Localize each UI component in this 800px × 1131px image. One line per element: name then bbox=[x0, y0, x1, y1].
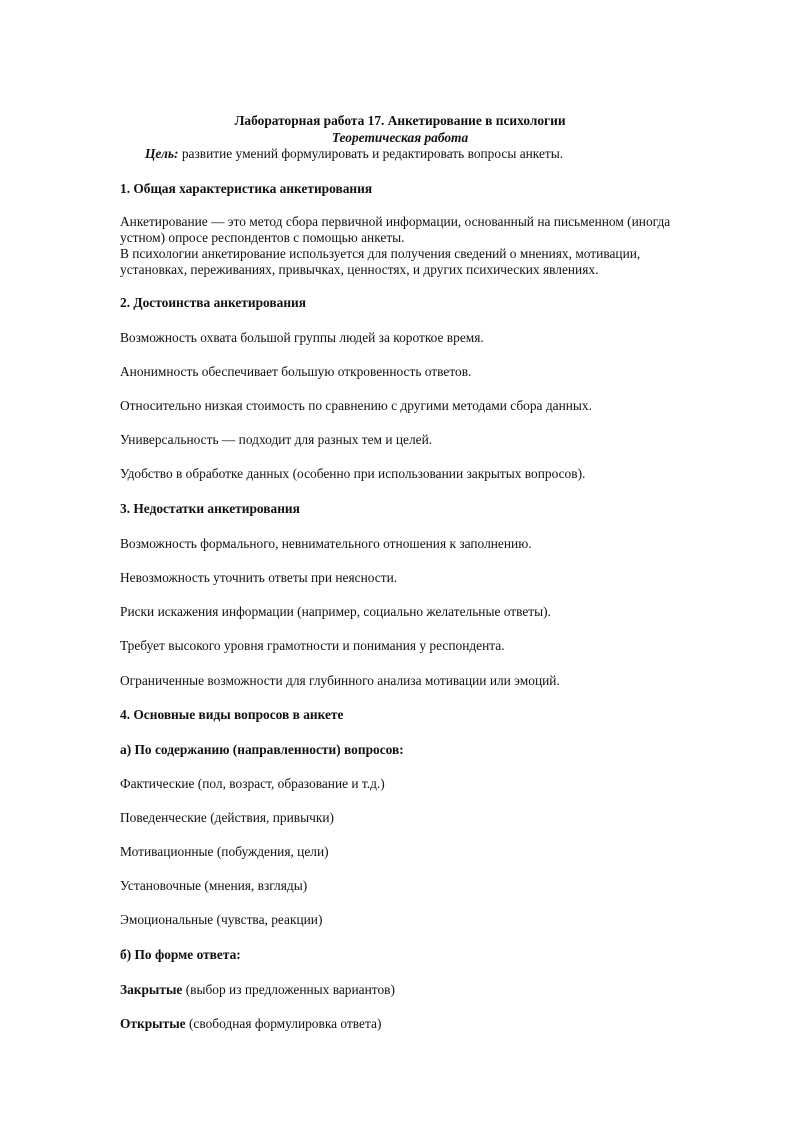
advantage-item: Относительно низкая стоимость по сравнению с другими методами сбора данных. bbox=[120, 398, 592, 413]
question-type-item: Мотивационные (побуждения, цели) bbox=[120, 844, 329, 859]
disadvantage-item: Ограниченные возможности для глубинного анализа мотивации или эмоций. bbox=[120, 673, 560, 688]
section-1-line: устном) опросе респондентов с помощью анкеты. bbox=[120, 230, 405, 245]
question-type-item: Поведенческие (действия, привычки) bbox=[120, 810, 334, 825]
answer-form-term: Закрытые bbox=[120, 982, 183, 997]
section-2-heading: 2. Достоинства анкетирования bbox=[120, 295, 307, 310]
section-4-heading: 4. Основные виды вопросов в анкете bbox=[120, 707, 344, 722]
advantage-item: Удобство в обработке данных (особенно при использовании закрытых вопросов). bbox=[120, 466, 586, 481]
section-1-line: установках, переживаниях, привычках, ценностях, и других психических явлениях. bbox=[120, 262, 599, 277]
section-1-line: Анкетирование — это метод сбора первичной информации, основанный на письменном (иногда bbox=[120, 214, 671, 229]
answer-form-term: Открытые bbox=[120, 1016, 186, 1031]
section-1-heading: 1. Общая характеристика анкетирования bbox=[120, 181, 373, 196]
goal-label: Цель: bbox=[145, 146, 179, 161]
answer-form-item bbox=[120, 982, 395, 998]
advantage-item: Возможность охвата большой группы людей за короткое время. bbox=[120, 330, 484, 345]
document-subtitle: Теоретическая работа bbox=[331, 130, 469, 145]
goal-text: развитие умений формулировать и редактировать вопросы анкеты. bbox=[178, 146, 564, 161]
section-3-heading: 3. Недостатки анкетирования bbox=[120, 501, 300, 516]
disadvantage-item: Невозможность уточнить ответы при неясности. bbox=[120, 570, 398, 585]
disadvantage-item: Риски искажения информации (например, социально желательные ответы). bbox=[120, 604, 551, 619]
answer-form-desc: (свободная формулировка ответа) bbox=[185, 1016, 382, 1031]
document-title: Лабораторная работа 17. Анкетирование в психологии bbox=[234, 113, 566, 128]
answer-form-desc: (выбор из предложенных вариантов) bbox=[182, 982, 395, 997]
disadvantage-item: Требует высокого уровня грамотности и понимания у респондента. bbox=[120, 638, 505, 653]
goal-line bbox=[145, 146, 563, 162]
section-1-line: В психологии анкетирование используется для получения сведений о мнениях, мотивации, bbox=[120, 246, 641, 261]
disadvantage-item: Возможность формального, невнимательного отношения к заполнению. bbox=[120, 536, 532, 551]
advantage-item: Универсальность — подходит для разных тем и целей. bbox=[120, 432, 433, 447]
question-type-item: Фактические (пол, возраст, образование и т.д.) bbox=[120, 776, 385, 791]
question-type-item: Установочные (мнения, взгляды) bbox=[120, 878, 308, 893]
subsection-a-heading: а) По содержанию (направленности) вопросов: bbox=[120, 742, 404, 757]
advantage-item: Анонимность обеспечивает большую откровенность ответов. bbox=[120, 364, 472, 379]
answer-form-item bbox=[120, 1016, 381, 1032]
subsection-b-heading: б) По форме ответа: bbox=[120, 947, 241, 962]
question-type-item: Эмоциональные (чувства, реакции) bbox=[120, 912, 323, 927]
